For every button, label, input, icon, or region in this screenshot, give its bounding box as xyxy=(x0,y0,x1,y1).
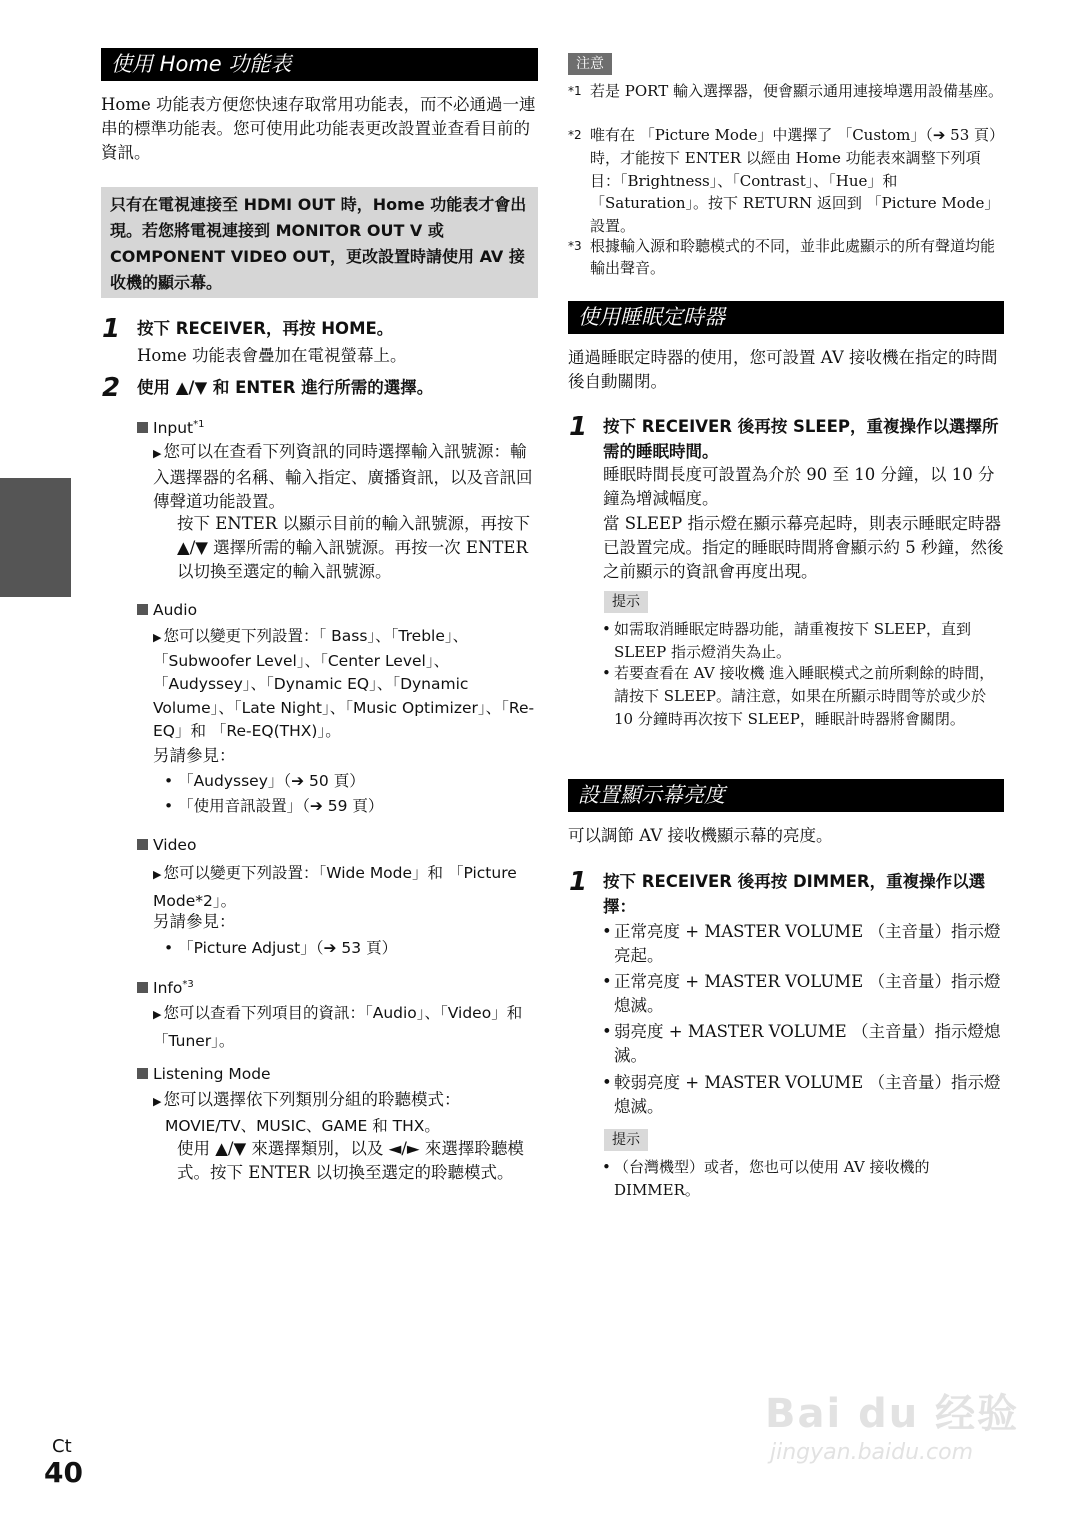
dimmer-option-2-text: 正常亮度 + MASTER VOLUME （主音量）指示燈熄滅。 xyxy=(614,972,1001,1015)
square-bullet-icon xyxy=(137,1068,148,1079)
sleep-desc1: 睡眠時間長度可設置為介於 90 至 10 分鐘，以 10 分鐘為增減幅度。 xyxy=(603,465,995,508)
note-2-text: 唯有在 「Picture Mode」中選擇了 「Custom」（➔ 53 頁）時，才能按下 ENTER 以經由 Home 功能表來調整下列項目：「Brightness」、「Contrast」、「Hue」和 「Saturation」。按下 RETURN 返回到 「Picture Mode」設置。 xyxy=(590,126,1005,236)
dimmer-option-3-text: 弱亮度 + MASTER VOLUME （主音量）指示燈熄滅。 xyxy=(614,1022,1001,1065)
triangle-right-icon: ▶ xyxy=(153,1008,162,1021)
sleep-step-number: 1 xyxy=(569,412,588,442)
input-desc-text: 您可以在查看下列資訊的同時選擇輸入訊號源：輸入選擇器的名稱、輸入指定、廣播資訊，以及音訊回傳聲道功能設置。 xyxy=(153,442,533,511)
listening-desc xyxy=(153,1088,536,1114)
note-3-text: 根據輸入源和聆聽模式的不同，並非此處顯示的所有聲道均能輸出聲音。 xyxy=(590,237,996,277)
video-desc xyxy=(153,860,536,914)
listening-categories: MOVIE/TV、MUSIC、GAME 和 THX。 xyxy=(165,1117,440,1135)
video-label: Video xyxy=(153,836,197,854)
dimmer-step-title: 按下 RECEIVER 後再按 DIMMER，重複操作以選擇： xyxy=(603,872,986,916)
note-3 xyxy=(568,235,1005,279)
audio-ref-2: • 「使用音訊設置」（➔ 59 頁） xyxy=(164,797,384,815)
side-tab xyxy=(0,478,71,597)
triangle-right-icon: ▶ xyxy=(153,631,162,644)
sleep-tip-1: • 如需取消睡眠定時器功能，請重複按下 SLEEP，直到 SLEEP 指示燈消失為止。 xyxy=(602,618,1004,664)
dimmer-option-1-text: 正常亮度 + MASTER VOLUME （主音量）指示燈亮起。 xyxy=(614,922,1001,965)
notice-text: 只有在電視連接至 HDMI OUT 時，Home 功能表才會出現。若您將電視連接到 MONITOR OUT V 或 COMPONENT VIDEO OUT，更改設置時請使用 AV 接收機的顯示幕。 xyxy=(110,195,527,292)
triangle-right-icon: ▶ xyxy=(153,1095,162,1108)
input-desc2: 按下 ENTER 以顯示目前的輸入訊號源，再按下 ▲/▼ 選擇所需的輸入訊號源。再按一次 ENTER 以切換至選定的輸入訊號源。 xyxy=(177,514,530,581)
sleep-tip-2: • 若要查看在 AV 接收機 進入睡眠模式之前所剩餘的時間，請按下 SLEEP。請注意，如果在所顯示時間等於或少於 10 分鐘時再次按下 SLEEP，睡眠計時器將會關閉。 xyxy=(602,662,1004,731)
sleep-tip-tag: 提示 xyxy=(604,591,648,613)
footer-lang: Ct xyxy=(52,1436,72,1457)
sleep-intro: 通過睡眠定時器的使用，您可設置 AV 接收機在指定的時間後自動關閉。 xyxy=(568,348,998,391)
video-see-also: 另請參見： xyxy=(153,912,236,931)
step-number-1: 1 xyxy=(102,314,121,344)
audio-desc-text: 您可以變更下列設置：「 Bass」、「Treble」、「Subwoofer Level」、「Center Level」、「Audyssey」、「Dynamic EQ」、「Dynamic Volume」、「Late Night」、「Music Optimizer」、「Re-EQ」和 「Re-EQ(THX)」。 xyxy=(153,627,535,741)
triangle-right-icon: ▶ xyxy=(153,868,162,881)
note-tag: 注意 xyxy=(568,53,612,75)
section-title-dimmer: 設置顯示幕亮度 xyxy=(568,779,1004,812)
dimmer-step-number: 1 xyxy=(569,867,588,897)
info-sup: *3 xyxy=(182,979,194,990)
watermark-url: jingyan.baidu.com xyxy=(770,1440,974,1465)
note-1-mark: *1 xyxy=(568,84,582,98)
square-bullet-icon xyxy=(137,604,148,615)
step1-title: 按下 RECEIVER，再按 HOME。 xyxy=(137,319,394,338)
page-number: 40 xyxy=(44,1456,83,1489)
watermark-brand: Bai du 经验 xyxy=(765,1391,1020,1437)
step2-title: 使用 ▲/▼ 和 ENTER 進行所需的選擇。 xyxy=(137,378,434,397)
info-desc xyxy=(153,1000,536,1054)
note-1 xyxy=(568,80,1005,102)
audio-ref-1: • 「Audyssey」（➔ 50 頁） xyxy=(164,772,365,790)
dimmer-tip-tag: 提示 xyxy=(604,1129,648,1151)
square-bullet-icon xyxy=(137,982,148,993)
dimmer-tip: • （台灣機型）或者，您也可以使用 AV 接收機的 DIMMER。 xyxy=(602,1156,972,1202)
note-3-mark: *3 xyxy=(568,239,582,253)
audio-ref-2-text: 「使用音訊設置」（➔ 59 頁） xyxy=(178,797,384,815)
dimmer-tip-text: （台灣機型）或者，您也可以使用 AV 接收機的 DIMMER。 xyxy=(614,1158,930,1199)
square-bullet-icon xyxy=(137,839,148,850)
listening-heading xyxy=(137,1063,271,1085)
sleep-tip-1-text: 如需取消睡眠定時器功能，請重複按下 SLEEP，直到 SLEEP 指示燈消失為止。 xyxy=(614,620,971,661)
sleep-step-title: 按下 RECEIVER 後再按 SLEEP，重複操作以選擇所需的睡眠時間。 xyxy=(603,417,999,461)
dimmer-option-4-text: 較弱亮度 + MASTER VOLUME （主音量）指示燈熄滅。 xyxy=(614,1073,1001,1116)
info-label: Info xyxy=(153,979,183,998)
dimmer-option-1: • 正常亮度 + MASTER VOLUME （主音量）指示燈亮起。 xyxy=(602,920,1004,968)
note-2-mark: *2 xyxy=(568,128,582,142)
triangle-right-icon: ▶ xyxy=(153,447,162,460)
step-number-2: 2 xyxy=(102,373,121,403)
note-2 xyxy=(568,124,1005,238)
audio-label: Audio xyxy=(153,601,198,619)
dimmer-option-4: • 較弱亮度 + MASTER VOLUME （主音量）指示燈熄滅。 xyxy=(602,1071,1004,1119)
square-bullet-icon xyxy=(137,422,148,433)
audio-ref-1-text: 「Audyssey」（➔ 50 頁） xyxy=(178,772,365,790)
info-heading xyxy=(137,974,194,999)
sleep-desc2: 當 SLEEP 指示燈在顯示幕亮起時，則表示睡眠定時器已設置完成。指定的睡眠時間將會顯示約 5 秒鐘，然後之前顯示的資訊會再度出現。 xyxy=(603,514,1004,581)
step1-desc: Home 功能表會疊加在電視螢幕上。 xyxy=(137,346,407,365)
input-heading xyxy=(137,414,205,439)
dimmer-option-3: • 弱亮度 + MASTER VOLUME （主音量）指示燈熄滅。 xyxy=(602,1020,1004,1068)
input-label: Input xyxy=(153,419,194,438)
listening-label: Listening Mode xyxy=(153,1065,271,1083)
dimmer-intro: 可以調節 AV 接收機顯示幕的亮度。 xyxy=(568,826,833,845)
sleep-tip-2-text: 若要查看在 AV 接收機 進入睡眠模式之前所剩餘的時間，請按下 SLEEP。請注意，如果在所顯示時間等於或少於 10 分鐘時再次按下 SLEEP，睡眠計時器將會關閉。 xyxy=(614,664,995,728)
video-heading xyxy=(137,834,196,856)
audio-see-also: 另請參見： xyxy=(153,746,236,765)
audio-heading xyxy=(137,599,197,621)
input-desc xyxy=(153,440,536,514)
listening-desc2: 使用 ▲/▼ 來選擇類別，以及 ◄/► 來選擇聆聽模式。按下 ENTER 以切換至選定的聆聽模式。 xyxy=(177,1139,524,1182)
video-ref-1: • 「Picture Adjust」（➔ 53 頁） xyxy=(164,939,398,957)
listening-desc-text: 您可以選擇依下列類別分組的聆聽模式： xyxy=(163,1090,461,1109)
input-sup: *1 xyxy=(193,419,205,430)
home-intro: Home 功能表方便您快速存取常用功能表，而不必通過一連串的標準功能表。您可使用此功能表更改設置並查看目前的資訊。 xyxy=(101,95,536,162)
info-desc-text: 您可以查看下列項目的資訊：「Audio」、「Video」和 「Tuner」。 xyxy=(153,1004,523,1050)
section-title-home-menu: 使用 Home 功能表 xyxy=(101,48,538,81)
section-title-sleep: 使用睡眠定時器 xyxy=(568,301,1004,334)
video-ref-1-text: 「Picture Adjust」（➔ 53 頁） xyxy=(178,939,398,957)
video-desc-text: 您可以變更下列設置：「Wide Mode」和 「Picture Mode*2」。 xyxy=(153,864,517,910)
audio-desc xyxy=(153,625,536,744)
note-1-text: 若是 PORT 輸入選擇器，便會顯示通用連接埠選用設備基座。 xyxy=(590,82,1003,100)
dimmer-option-2: • 正常亮度 + MASTER VOLUME （主音量）指示燈熄滅。 xyxy=(602,970,1004,1018)
